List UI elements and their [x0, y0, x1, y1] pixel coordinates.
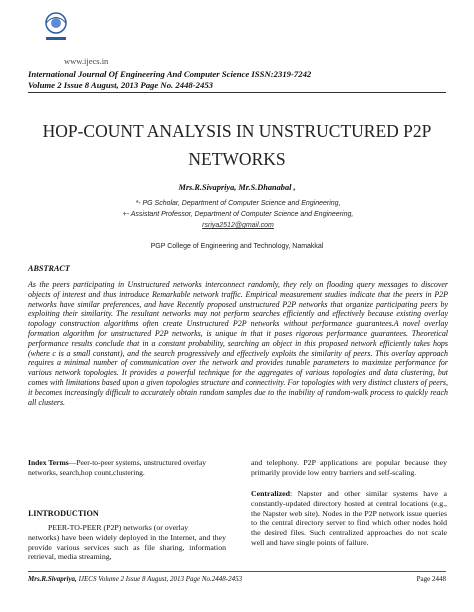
- site-url[interactable]: www.ijecs.in: [64, 56, 109, 66]
- journal-logo-icon: [40, 10, 72, 50]
- abstract-body: As the peers participating in Unstructured networks interconnect randomly, they rely on flooding query messages to discover objects of interest and thus introduce Remarkable network traffic. Empirical measurement studies indicate that the peers in P2P networks have similar preferences, and have Recently proposed unstructured P2P networks that organize participating peers by exploiting their similarity. The resultant networks may not perform searches efficiently and effectively because existing overlay topology construction algorithms often create Unstructured P2P networks without performance guarantees.A novel overlay formation algorithm for unstructured P2P networks, is unique in that it poses rigorous performance guarantees. Theoretical performance results conclude that in a constant probability, searching an object in this proposed network efficiently takes hops (where c is a small constant), and the search progressively and effectively exploits the similarity of peers. This overlay approach requires a minimal number of communication over the network and provides tunable parameters to maximize performance for various network topologies. It provides a powerful technique for the aggregates of various topologies and data clustering, but comes with limitations based upon a given topologies structure and connectivity. For topologies with very distinct clusters of peers, it becomes increasingly difficult to accurately obtain random samples due to the inability of random-walk process to quickly reach all clusters.: [28, 280, 448, 407]
- paper-authors: Mrs.R.Sivapriya, Mr.S.Dhanabal ,: [178, 183, 296, 192]
- centralized-text: : Napster and other similar systems have a constantly-updated directory hosted at central locations (e.g., the Napster web site). Nodes in the P2P network issue queries to the central directory server to find which other nodes hold the desired files. Such centralized approaches do not scale well and have single points of failure.: [251, 489, 447, 547]
- affiliation-college: PGP College of Engineering and Technology, Namakkal: [150, 243, 324, 250]
- right-column-paragraph-2: [251, 489, 447, 548]
- journal-volume-line: Volume 2 Issue 8 August, 2013 Page No. 2448-2453: [28, 79, 214, 90]
- title-line-1: HOP-COUNT ANALYSIS IN UNSTRUCTURED P2P: [42, 121, 432, 141]
- journal-logo: [40, 10, 72, 50]
- affiliations: [88, 198, 388, 231]
- footer-citation-text: IJECS Volume 2 Issue 8 August, 2013 Page No.2448-2453: [76, 575, 243, 583]
- journal-header: [28, 69, 448, 90]
- author-email[interactable]: rsriya2512@gmail.com: [202, 222, 274, 229]
- centralized-label: Centralized: [251, 489, 290, 498]
- introduction-heading: I.INTRODUCTION: [28, 509, 99, 518]
- introduction-rest: networks) have been widely deployed in the Internet, and they provide various services such as file sharing, information retrieval, media streaming,: [28, 532, 226, 562]
- footer-divider: [28, 571, 446, 572]
- affiliation-line-1: *- PG Scholar, Department of Computer Science and Engineering,: [135, 200, 341, 207]
- title-line-2: NETWORKS: [188, 149, 286, 169]
- right-column-paragraph-1: and telephony. P2P applications are popular because they primarily provide low entry barriers and self-scaling.: [251, 458, 447, 477]
- header-divider: [28, 92, 446, 93]
- introduction-body: [28, 523, 226, 562]
- affiliation-line-2: +- Assistant Professor, Department of Computer Science and Engineering,: [122, 211, 354, 218]
- paper-title: [28, 117, 446, 173]
- abstract-heading: ABSTRACT: [28, 264, 70, 273]
- journal-issn-line: International Journal Of Engineering And Computer Science ISSN:2319-7242: [28, 69, 312, 79]
- footer-citation: [28, 575, 242, 583]
- index-terms-text: —Peer-to-peer systems, unstructured overlay networks, search,hop count,clustering.: [28, 458, 207, 477]
- index-terms-label: Index Terms: [28, 458, 69, 467]
- footer-authors: Mrs.R.Sivapriya,: [28, 575, 77, 583]
- index-terms: [28, 458, 226, 478]
- introduction-line-1: PEER-TO-PEER (P2P) networks (or overlay: [48, 523, 189, 532]
- page-number: Page 2448: [416, 575, 446, 583]
